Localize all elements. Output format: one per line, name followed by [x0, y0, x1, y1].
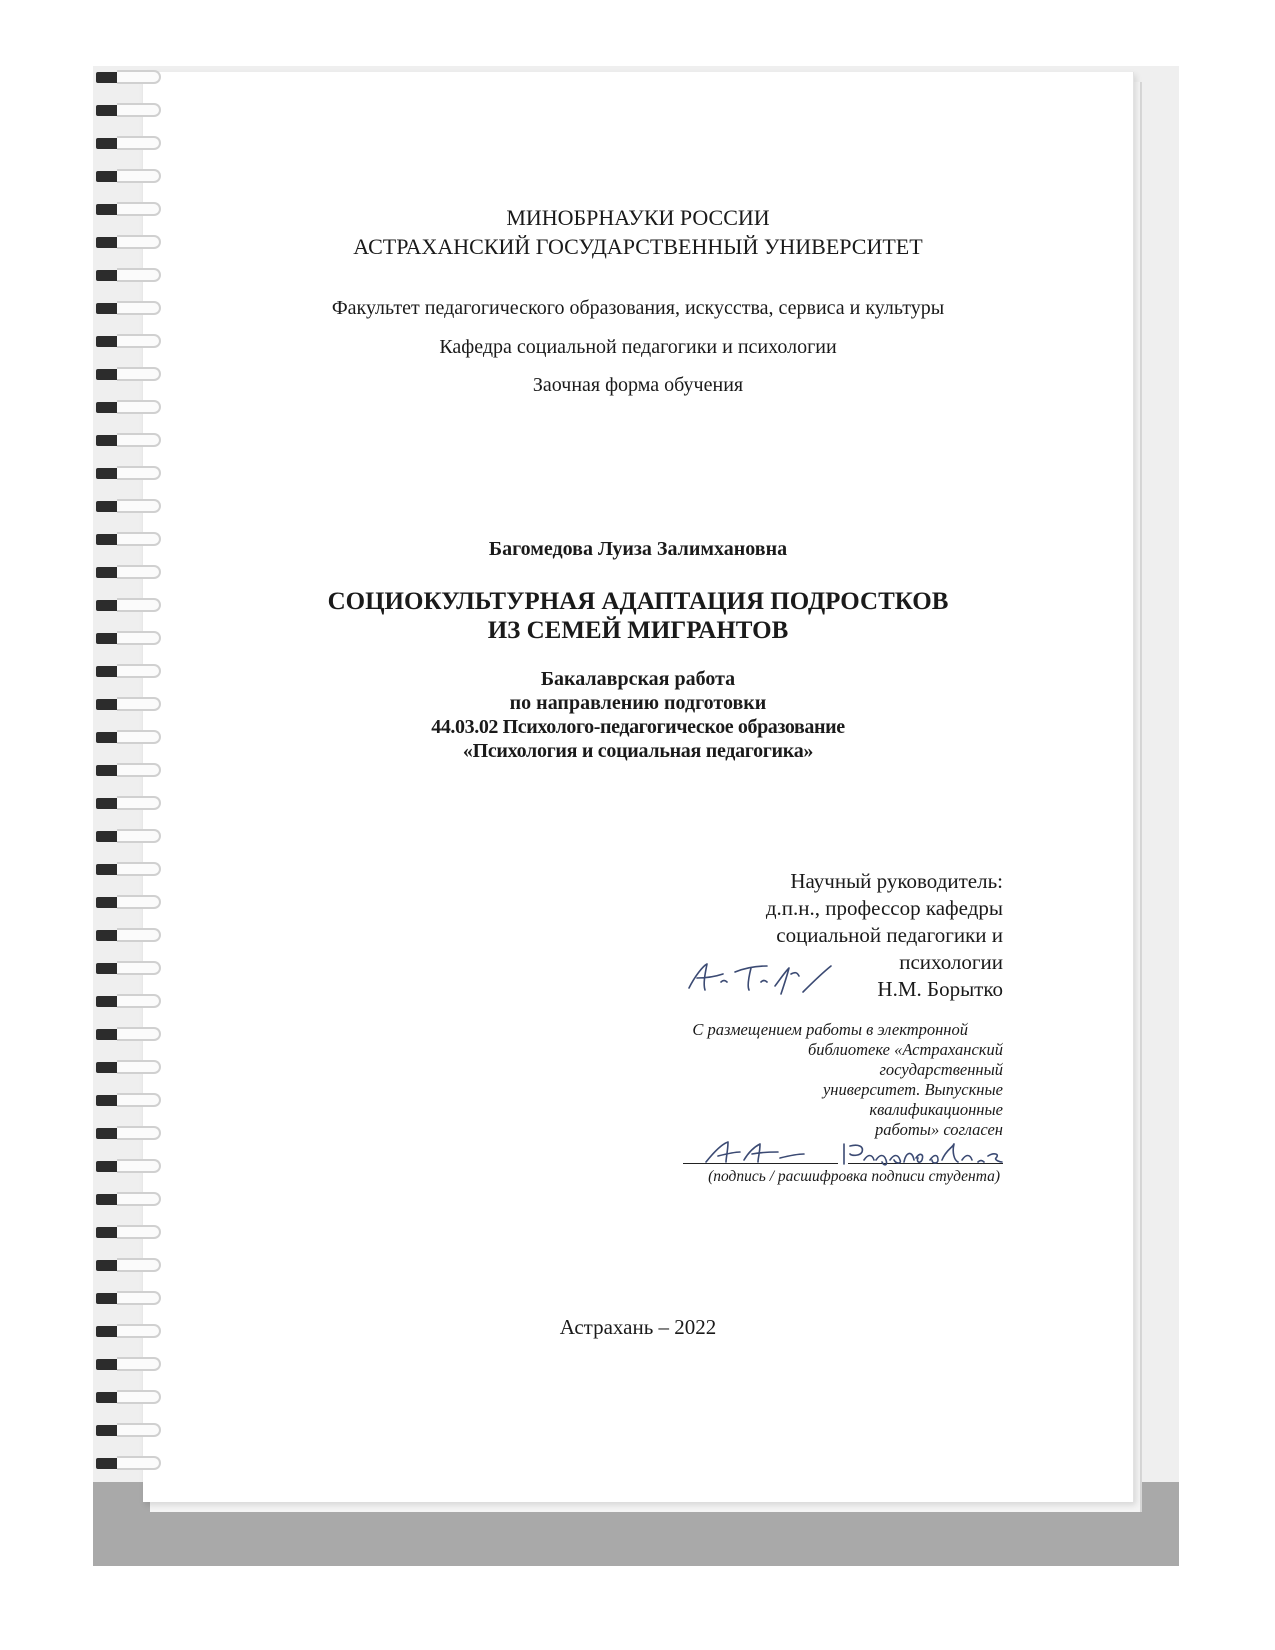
- binding-ring: [93, 1093, 163, 1107]
- binding-ring: [93, 1126, 163, 1140]
- binding-ring: [93, 1159, 163, 1173]
- binding-ring: [93, 1258, 163, 1272]
- supervisor-name: Н.М. Борытко: [877, 977, 1003, 1001]
- binding-ring: [93, 1192, 163, 1206]
- binding-ring: [93, 466, 163, 480]
- binding-ring: [93, 103, 163, 117]
- title-page: [143, 72, 1134, 1502]
- study-form: Заочная форма обучения: [532, 374, 744, 396]
- specialty-profile: «Психология и социальная педагогика»: [462, 740, 814, 762]
- binding-ring: [93, 400, 163, 414]
- binding-ring: [93, 763, 163, 777]
- binding-ring: [93, 928, 163, 942]
- student-name-handwritten: [838, 1138, 1038, 1168]
- binding-ring: [93, 1423, 163, 1437]
- binding-ring: [93, 136, 163, 150]
- consent-line3: государственный: [879, 1060, 1003, 1079]
- binding-ring: [93, 169, 163, 183]
- author-name: Багомедова Луиза Залимхановна: [488, 538, 788, 560]
- student-signature: [700, 1138, 820, 1168]
- binding-ring: [93, 829, 163, 843]
- binding-ring: [93, 433, 163, 447]
- work-direction: по направлению подготовки: [509, 692, 767, 714]
- city-year: Астрахань – 2022: [559, 1315, 717, 1339]
- consent-line6: работы» согласен: [875, 1120, 1003, 1139]
- faculty-name: Факультет педагогического образования, искусства, сервиса и культуры: [331, 297, 945, 319]
- binding-ring: [93, 862, 163, 876]
- consent-line5: квалификационные: [869, 1100, 1003, 1119]
- spiral-binding: [93, 66, 163, 1496]
- consent-line1: С размещением работы в электронной: [692, 1020, 968, 1039]
- binding-ring: [93, 565, 163, 579]
- binding-ring: [93, 1027, 163, 1041]
- thesis-title-line2: ИЗ СЕМЕЙ МИГРАНТОВ: [487, 617, 789, 644]
- supervisor-label: Научный руководитель:: [790, 869, 1003, 893]
- binding-ring: [93, 961, 163, 975]
- binding-ring: [93, 70, 163, 84]
- binding-ring: [93, 499, 163, 513]
- binding-ring: [93, 1291, 163, 1305]
- supervisor-dept-line2: психологии: [899, 950, 1003, 974]
- specialty-code: 44.03.02 Психолого-педагогическое образование: [431, 716, 845, 738]
- binding-ring: [93, 1225, 163, 1239]
- binding-ring: [93, 895, 163, 909]
- binding-ring: [93, 1357, 163, 1371]
- consent-line2: библиотеке «Астраханский: [807, 1040, 1003, 1059]
- department-name: Кафедра социальной педагогики и психологии: [439, 336, 837, 358]
- work-type: Бакалаврская работа: [540, 668, 736, 690]
- consent-line4: университет. Выпускные: [822, 1080, 1003, 1099]
- binding-ring: [93, 1390, 163, 1404]
- binding-ring: [93, 796, 163, 810]
- supervisor-degree: д.п.н., профессор кафедры: [765, 896, 1003, 920]
- signature-caption: (подпись / расшифровка подписи студента): [708, 1168, 1000, 1185]
- binding-ring: [93, 268, 163, 282]
- binding-ring: [93, 1456, 163, 1470]
- university-name: АСТРАХАНСКИЙ ГОСУДАРСТВЕННЫЙ УНИВЕРСИТЕТ: [353, 234, 923, 259]
- supervisor-dept-line1: социальной педагогики и: [776, 923, 1003, 947]
- ministry-name: МИНОБРНАУКИ РОССИИ: [506, 205, 770, 230]
- supervisor-signature: [683, 958, 843, 1000]
- thesis-title-line1: СОЦИОКУЛЬТУРНАЯ АДАПТАЦИЯ ПОДРОСТКОВ: [327, 588, 949, 615]
- binding-ring: [93, 1060, 163, 1074]
- binding-ring: [93, 994, 163, 1008]
